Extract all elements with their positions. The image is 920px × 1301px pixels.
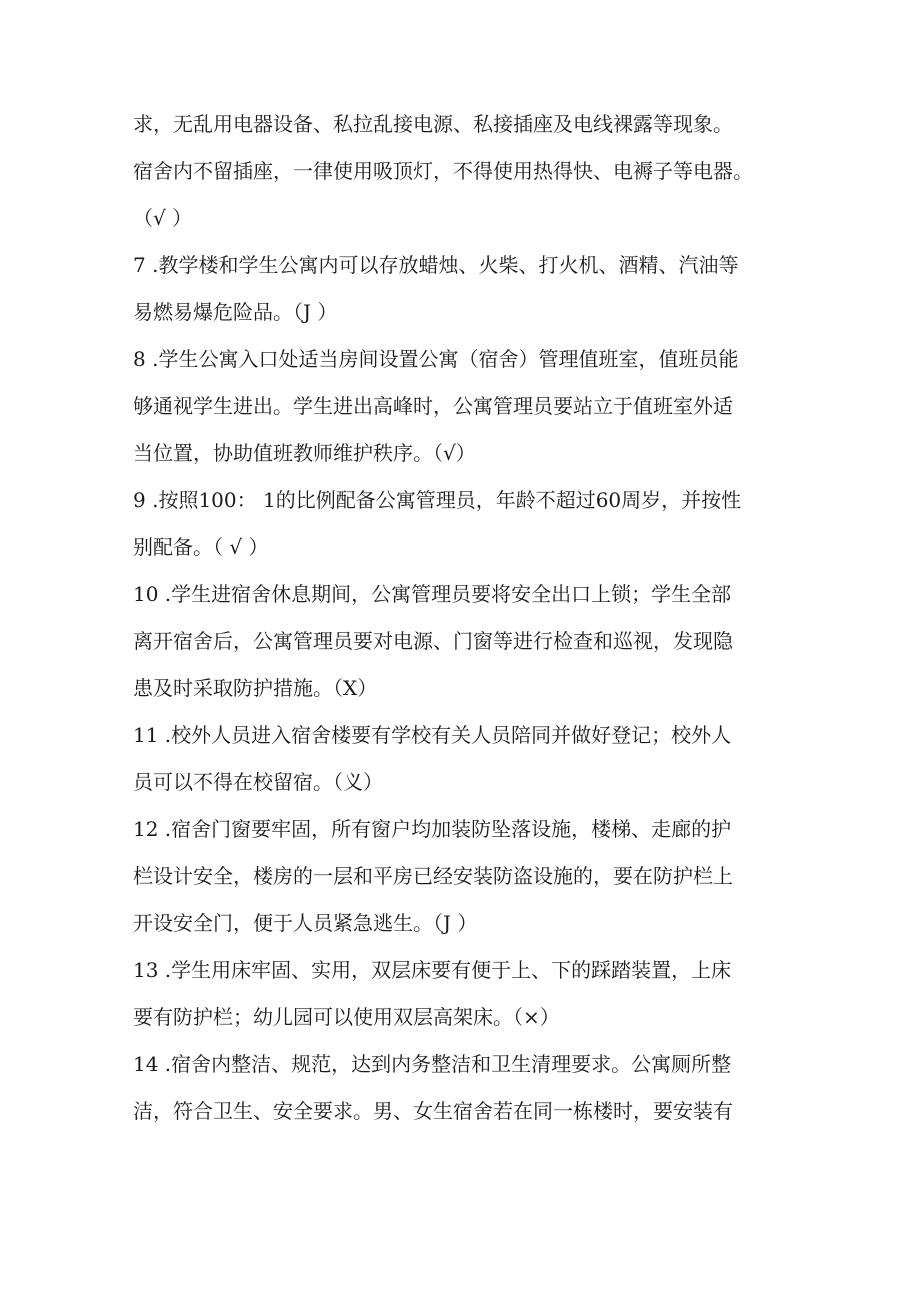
text-line: 10 .学生进宿舍休息期间，公寓管理员要将安全出口上锁；学生全部	[133, 582, 732, 606]
text-line: 14 .宿舍内整洁、规范，达到内务整洁和卫生清理要求。公寓厕所整	[133, 1052, 732, 1076]
text-line: 员可以不得在校留宿。（义）	[133, 770, 383, 794]
text-line: 别配备。（ √ ）	[133, 535, 269, 559]
text-line: 离开宿舍后，公寓管理员要对电源、门窗等进行检查和巡视，发现隐	[133, 629, 733, 653]
text-line: 13 .学生用床牢固、实用，双层床要有便于上、下的踩踏装置，上床	[133, 958, 732, 982]
text-line: 8 .学生公寓入口处适当房间设置公寓（宿舍）管理值班室，值班员能	[133, 347, 739, 371]
text-line: 易燃易爆危险品。（J ）	[133, 300, 338, 324]
text-line: 洁，符合卫生、安全要求。男、女生宿舍若在同一栋楼时，要安装有	[133, 1099, 733, 1123]
text-line: 栏设计安全，楼房的一层和平房已经安装防盗设施的，要在防护栏上	[133, 864, 733, 888]
text-line: 当位置，协助值班教师维护秩序。（√）	[133, 441, 476, 465]
text-line: 够通视学生进出。学生进出高峰时，公寓管理员要站立于值班室外适	[133, 394, 733, 418]
text-line: 求，无乱用电器设备、私拉乱接电源、私接插座及电线裸露等现象。	[133, 112, 733, 136]
text-line: 要有防护栏；幼儿园可以使用双层高架床。（×）	[133, 1005, 560, 1029]
text-line: 7 .教学楼和学生公寓内可以存放蜡烛、火柴、打火机、酒精、汽油等	[133, 253, 739, 277]
document-body	[133, 112, 793, 1123]
text-line: 12 .宿舍门窗要牢固，所有窗户均加装防坠落设施，楼梯、走廊的护	[133, 817, 732, 841]
text-line: （√ ）	[133, 206, 193, 230]
text-line: 患及时采取防护措施。（X）	[133, 676, 378, 700]
text-line: 开设安全门，便于人员紧急逃生。（J ）	[133, 911, 478, 935]
text-line: 9 .按照100： 1的比例配备公寓管理员，年龄不超过60周岁，并按性	[133, 488, 742, 512]
text-line: 11 .校外人员进入宿舍楼要有学校有关人员陪同并做好登记；校外人	[133, 723, 732, 747]
text-line: 宿舍内不留插座，一律使用吸顶灯，不得使用热得快、电褥子等电器。	[133, 159, 753, 183]
